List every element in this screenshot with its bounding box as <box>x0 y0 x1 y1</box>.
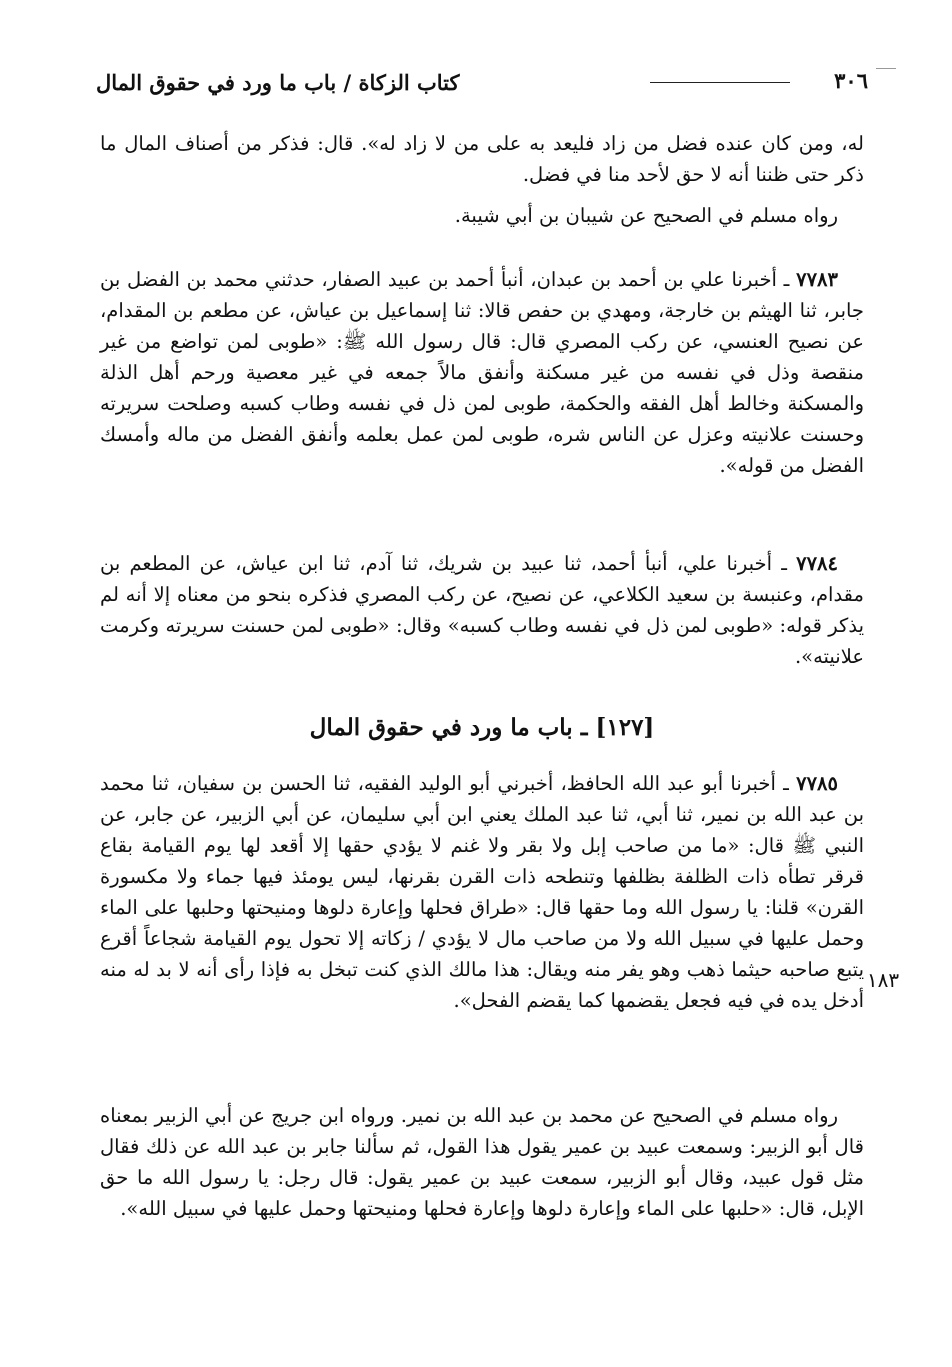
hadith-text: ـ أخبرنا أبو عبد الله الحافظ، أخبرني أبو الوليد الفقيه، ثنا الحسن بن سفيان، ثنا محمد بن عبد الله بن نمير، ثنا أبي، ثنا عبد الملك يعني ابن أبي سليمان، عن أبي الزبير، عن جابر، عن النبي ﷺ قال: «ما من صاحب إبل ولا بقر ولا غنم لا يؤدي حقها إلا أقعد لها يوم القيامة بقاع قرقر تطأه ذات الظلفة بظلفها وتنطحه ذات القرن بقرنها، ليس يومئذ فيها جماء ولا مكسورة القرن» قلنا: يا رسول الله وما حقها قال: «طراق فحلها وإعارة دلوها ومنيحتها وحلبها على الماء وحمل عليها في سبيل الله ولا من صاحب مال لا يؤدي / زكاته إلا تحول يوم القيامة شجاعاً أقرع يتبع صاحبه حيثما ذهب وهو يفر منه ويقال: هذا مالك الذي كنت تبخل به فإذا رأى أنه لا بد له منه أدخل يده في فيه فجعل يقضمها كما يقضم الفحل». <box>100 772 864 1012</box>
continuation-paragraph: له، ومن كان عنده فضل من زاد فليعد به على من لا زاد له». قال: فذكر من أصناف المال ما ذكر حتى ظننا أنه لا حق لأحد منا في فضل. <box>100 132 864 186</box>
page-header <box>96 64 868 108</box>
corner-mark <box>876 68 896 69</box>
hadith-text: ـ أخبرنا علي، أنبأ أحمد، ثنا عبيد بن شريك، ثنا آدم، ثنا ابن عياش، عن المطعم بن مقدام، وعنبسة بن سعيد الكلاعي، عن نصيح، عن ركب المصري فذكره بنحو من معناه إلا أنه لم يذكر قوله: «طوبى لمن ذل في نفسه وطاب كسبه» وقال: «طوبى لمن حسنت سريرته وكرمت علانيته». <box>100 552 864 668</box>
running-title: كتاب الزكاة / باب ما ورد في حقوق المال <box>96 70 460 95</box>
hadith-7783 <box>100 264 864 481</box>
margin-page-reference: ١٨٣ <box>866 968 900 992</box>
hadith-paragraph <box>100 264 864 481</box>
continuation-block <box>100 128 864 231</box>
hadith-7785 <box>100 768 864 1016</box>
hadith-text: ـ أخبرنا علي بن أحمد بن عبدان، أنبأ أحمد بن عبيد الصفار، حدثني محمد بن الفضل بن جابر، ثنا الهيثم بن خارجة، ومهدي بن حفص قالا: ثنا إسماعيل بن عياش، عن مطعم بن المقدام، عن نصيح العنسي، عن ركب المصري قال: قال رسول الله ﷺ: «طوبى لمن تواضع من غير منقصة وذل في نفسه من غير مسكنة وأنفق مالاً جمعه في غير معصية ورحم أهل الذلة والمسكنة وخالط أهل الفقه والحكمة، طوبى لمن ذل في نفسه وطاب كسبه وصلحت سريرته وحسنت علانيته وعزل عن الناس شره، طوبى لمن عمل بعلمه وأنفق الفضل من ماله وأمسك الفضل من قوله». <box>100 268 864 477</box>
closing-paragraph: رواه مسلم في الصحيح عن محمد بن عبد الله بن نمير. ورواه ابن جريج عن أبي الزبير بمعناه قال أبو الزبير: وسمعت عبيد بن عمير يقول هذا القول، ثم سألنا جابر بن عبد الله عن ذلك فقال مثل قول عبيد، وقال أبو الزبير، سمعت عبيد بن عمير يقول: قال رجل: يا رسول الله ما حق الإبل، قال: «حلبها على الماء وإعارة دلوها وإعارة فحلها ومنيحتها وحمل عليها في سبيل الله». <box>100 1104 864 1220</box>
page-number: ٣٠٦ <box>834 68 868 93</box>
hadith-number: ٧٧٨٥ <box>796 772 838 795</box>
hadith-7784 <box>100 548 864 672</box>
attribution-paragraph: رواه مسلم في الصحيح عن شيبان بن أبي شيبة. <box>454 204 838 227</box>
header-rule <box>650 82 790 83</box>
hadith-paragraph <box>100 768 864 1016</box>
chapter-heading: [١٢٧] ـ باب ما ورد في حقوق المال <box>309 714 655 741</box>
closing-block <box>100 1100 864 1224</box>
hadith-paragraph <box>100 548 864 672</box>
hadith-number: ٧٧٨٣ <box>796 268 838 291</box>
hadith-number: ٧٧٨٤ <box>796 552 838 575</box>
